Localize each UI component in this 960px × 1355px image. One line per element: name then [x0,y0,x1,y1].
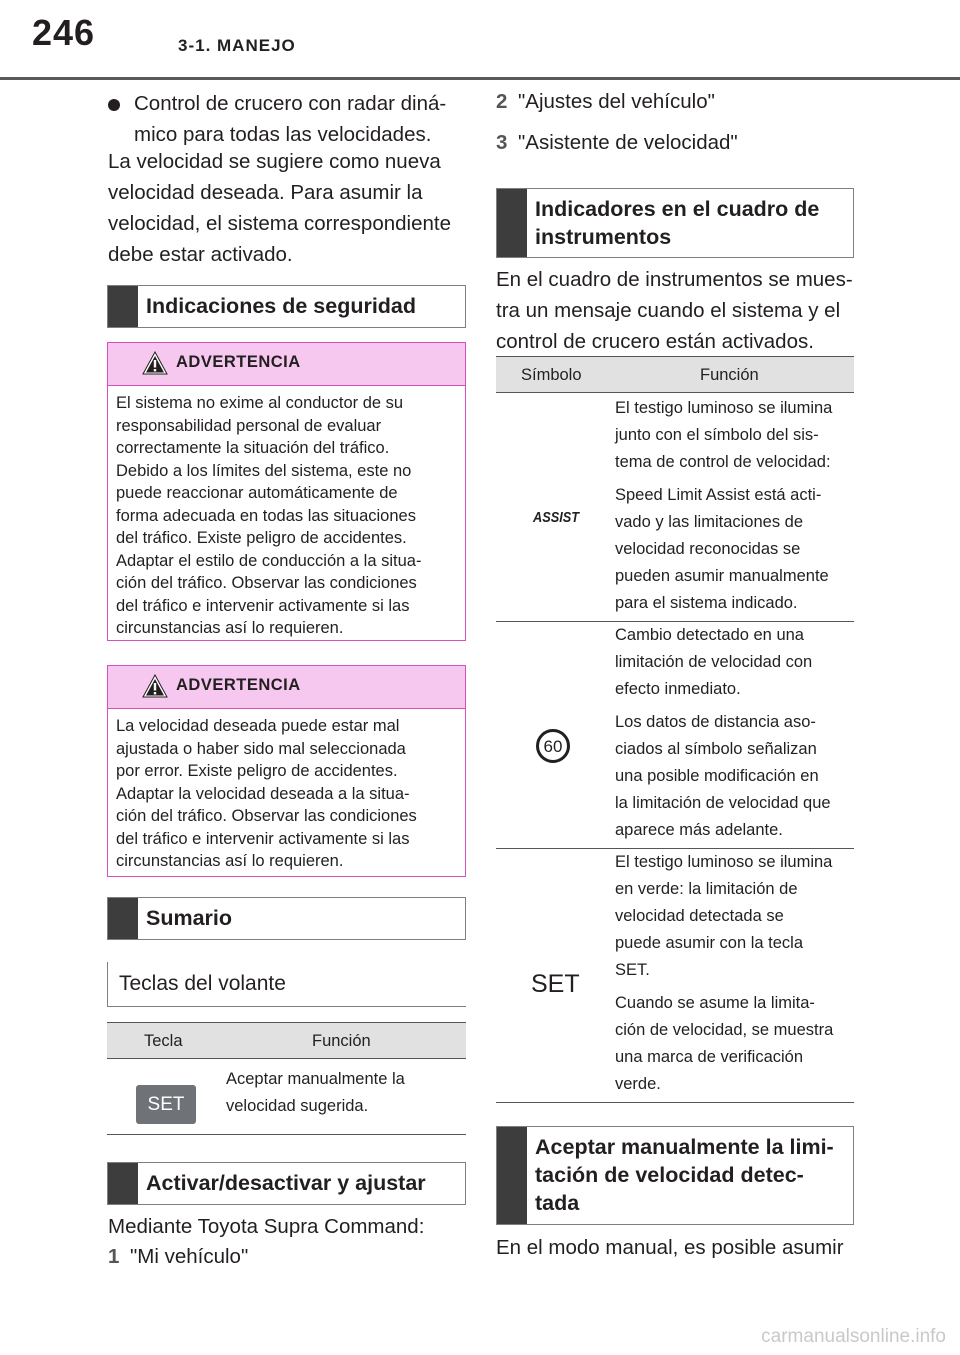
intro-paragraph [108,146,468,270]
indicators-paragraph [496,264,876,357]
cell-line: aparece más adelante. [615,821,783,839]
step-number: 3 [496,131,508,154]
warning-line: del tráfico e intervenir activamente si las [116,596,410,615]
paragraph-line: tra un mensaje cuando el sistema y el [496,299,841,322]
table-rule [107,1134,466,1135]
paragraph-line: debe estar activado. [108,243,293,266]
warning-line: puede reaccionar automáticamente de [116,484,398,502]
heading-bar [108,1163,138,1204]
table-rule [496,1102,854,1103]
heading-line: Aceptar manualmente la limi- [535,1135,834,1159]
paragraph-line: velocidad, el sistema correspondiente [108,212,451,235]
heading-activate [107,1162,466,1205]
set-key-icon: SET [136,1085,196,1124]
col-header-key: Tecla [144,1032,183,1050]
warning-line: forma adecuada en todas las situaciones [116,506,416,525]
assist-symbol-icon: ASSIST [533,509,580,526]
heading-text: Sumario [146,906,233,930]
warning-body [108,709,465,873]
heading-line: instrumentos [535,225,672,249]
cell-line: El testigo luminoso se ilumina [615,853,833,871]
warning-line: por error. Existe peligro de accidentes. [116,762,398,780]
cell-line: Cambio detectado en una [615,626,804,644]
warning-line: Debido a los límites del sistema, este no [116,461,412,480]
heading-bar [108,286,138,327]
header-rule [0,77,960,80]
cell-line: velocidad sugerida. [226,1097,369,1115]
paragraph-line: La velocidad se sugiere como nueva [108,150,441,173]
set-symbol-icon: SET [531,970,580,998]
heading-line: tada [535,1191,580,1215]
cell-line: Los datos de distancia aso- [615,713,816,731]
warning-triangle-icon [142,351,168,375]
cell-line: en verde: la limitación de [615,880,798,898]
paragraph-line: control de crucero están activados. [496,330,814,353]
warning-line: del tráfico. Existe peligro de accidentes. [116,529,407,547]
cell-line: pueden asumir manualmente [615,567,829,585]
warning-body [108,386,465,640]
cell-line: una marca de verificación [615,1048,804,1066]
bullet-line: Control de crucero con radar diná- [134,92,447,115]
mediante-text: Mediante Toyota Supra Command: [108,1215,425,1238]
heading-summary [107,897,466,940]
col-header-symbol: Símbolo [521,366,582,384]
warning-line: ción del tráfico. Observar las condiciones [116,574,417,592]
key-function [226,1066,461,1120]
col-header-function: Función [700,366,759,384]
heading-text: Indicaciones de seguridad [146,294,417,318]
warning-box-1 [107,342,466,641]
subheading-text: Teclas del volante [119,972,286,995]
cell-line: ción de velocidad, se muestra [615,1021,834,1039]
subheading-steering-keys [107,962,466,1007]
speed-limit-sign-icon [536,729,570,763]
symbol-function [615,849,855,1098]
heading-safety [107,285,466,328]
cell-line: junto con el símbolo del sis- [615,426,819,444]
warning-line: El sistema no exime al conductor de su [116,394,404,412]
paragraph-line: En el cuadro de instrumentos se mues- [496,268,853,291]
heading-text [535,195,845,251]
step-3 [496,131,738,155]
cell-line: efecto inmediato. [615,680,741,698]
heading-text [535,1133,845,1217]
cell-line: puede asumir con la tecla [615,934,804,952]
warning-line: ción del tráfico. Observar las condiciones [116,807,417,825]
warning-title: ADVERTENCIA [176,676,301,694]
warning-line: Adaptar el estilo de conducción a la situa- [116,551,422,570]
warning-header [108,343,465,386]
cell-line: verde. [615,1075,661,1093]
heading-text: Activar/desactivar y ajustar [146,1171,426,1195]
warning-line: circunstancias así lo requieren. [116,852,344,870]
cell-line: tema de control de velocidad: [615,453,831,471]
bullet-dot-icon [108,99,120,111]
cell-line: Speed Limit Assist está acti- [615,486,822,504]
page-number: 246 [32,12,96,53]
speed-limit-value: 60 [543,737,563,756]
symbol-function [615,395,855,617]
step-1 [108,1245,248,1269]
heading-bar [108,898,138,939]
warning-line: ajustada o haber sido mal seleccionada [116,739,406,758]
cell-line: para el sistema indicado. [615,594,798,612]
heading-indicators [496,188,854,258]
cell-line: ciados al símbolo señalizan [615,740,817,758]
bullet-line: mico para todas las velocidades. [134,123,432,146]
heading-line: tación de velocidad detec- [535,1163,804,1187]
keys-table-header [107,1022,466,1059]
warning-title: ADVERTENCIA [176,353,301,371]
step-2 [496,90,715,114]
cell-line: limitación de velocidad con [615,653,813,671]
paragraph-line: velocidad deseada. Para asumir la [108,181,423,204]
heading-bar [497,189,527,257]
cell-line: vado y las limitaciones de [615,513,804,531]
heading-bar [497,1127,527,1224]
warning-header [108,666,465,709]
warning-box-2 [107,665,466,877]
warning-line: Adaptar la velocidad deseada a la situa- [116,784,410,803]
last-line: En el modo manual, es posible asumir [496,1236,844,1259]
step-number: 2 [496,90,508,113]
cell-line: Aceptar manualmente la [226,1070,405,1088]
cell-line: velocidad detectada se [615,907,784,925]
cell-line: una posible modificación en [615,767,819,785]
warning-line: responsabilidad personal de evaluar [116,416,382,435]
cell-line: velocidad reconocidas se [615,540,801,558]
bullet-item [108,88,468,150]
step-number: 1 [108,1245,120,1268]
heading-line: Indicadores en el cuadro de [535,197,820,221]
symbols-table-header [496,356,854,393]
col-header-function: Función [312,1032,371,1050]
warning-line: correctamente la situación del tráfico. [116,439,390,457]
warning-line: circunstancias así lo requieren. [116,619,344,637]
symbol-function [615,622,855,844]
warning-line: del tráfico e intervenir activamente si las [116,829,410,848]
step-text: "Ajustes del vehículo" [518,90,715,113]
cell-line: SET. [615,961,650,979]
section-title: 3-1. MANEJO [178,36,296,55]
watermark: carmanualsonline.info [761,1326,946,1347]
step-text: "Asistente de velocidad" [518,131,738,154]
step-text: "Mi vehículo" [130,1245,249,1268]
cell-line: la limitación de velocidad que [615,794,831,812]
cell-line: El testigo luminoso se ilumina [615,399,833,417]
warning-triangle-icon [142,674,168,698]
warning-line: La velocidad deseada puede estar mal [116,717,400,735]
cell-line: Cuando se asume la limita- [615,994,815,1012]
heading-accept [496,1126,854,1225]
